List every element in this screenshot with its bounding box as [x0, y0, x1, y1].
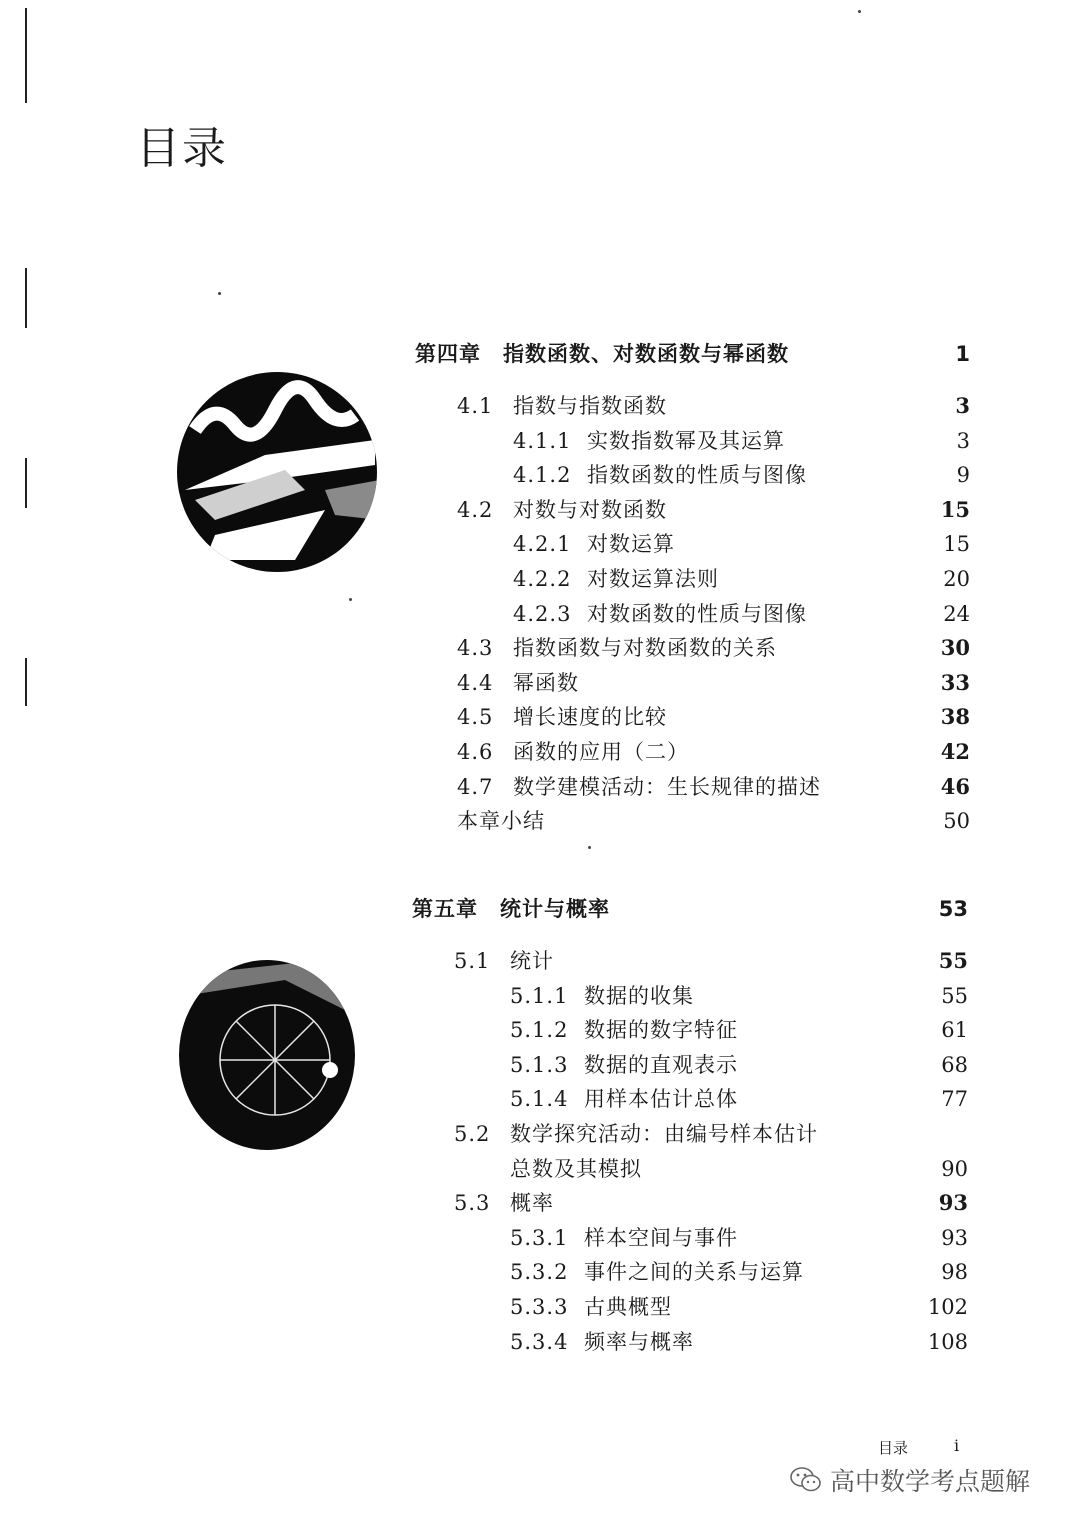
toc-section[interactable] [415, 735, 970, 769]
watermark-text: 高中数学考点题解 [830, 1467, 1031, 1496]
entry-title: 本章小结 [457, 809, 545, 834]
entry-page: 15 [940, 496, 970, 522]
toc-section[interactable] [415, 389, 970, 423]
chapter-number: 第四章 [415, 342, 481, 366]
entry-number: 5.2 [454, 1122, 491, 1146]
scan-speck [349, 598, 352, 601]
entry-title: 数学探究活动：由编号样本估计 [510, 1122, 818, 1146]
entry-number: 4.2 [457, 497, 494, 522]
scan-speck [858, 10, 861, 13]
entry-title: 函数的应用（二） [513, 740, 689, 764]
entry-number: 5.3.1 [510, 1225, 569, 1250]
entry-title: 对数运算 [587, 532, 675, 557]
entry-page: 46 [940, 773, 970, 799]
toc-subsection[interactable] [412, 1013, 968, 1047]
entry-page: 3 [955, 393, 970, 418]
entry-number: 4.2.1 [513, 532, 572, 557]
toc-subsection[interactable] [415, 562, 970, 596]
scan-edge-mark [25, 8, 27, 103]
toc-section[interactable] [415, 770, 970, 804]
entry-title: 总数及其模拟 [510, 1156, 642, 1181]
entry-page: 30 [940, 635, 970, 661]
entry-page: 42 [940, 739, 970, 764]
toc-section[interactable] [412, 1117, 968, 1151]
entry-page: 98 [941, 1260, 968, 1285]
entry-title: 指数与指数函数 [513, 394, 667, 418]
page-title: 目录 [136, 123, 228, 174]
scan-edge-mark [25, 458, 27, 508]
entry-page: 20 [943, 567, 970, 591]
entry-number: 5.1.1 [510, 983, 569, 1008]
entry-page: 102 [927, 1295, 968, 1319]
toc-subsection[interactable] [415, 527, 970, 561]
toc-subsection[interactable] [412, 1048, 968, 1082]
entry-page: 33 [940, 669, 970, 695]
toc-subsection[interactable] [412, 1221, 968, 1255]
entry-page: 3 [956, 428, 970, 453]
entry-page: 55 [938, 948, 968, 973]
toc-subsection[interactable] [415, 424, 970, 458]
entry-number: 4.2.2 [513, 567, 572, 591]
scan-speck [588, 846, 591, 849]
entry-page: 90 [941, 1156, 968, 1181]
entry-title: 对数函数的性质与图像 [587, 601, 807, 626]
entry-title: 指数函数的性质与图像 [587, 463, 807, 488]
entry-page: 108 [927, 1329, 968, 1354]
toc-section[interactable] [412, 944, 968, 978]
entry-number: 4.2.3 [513, 601, 572, 626]
entry-page: 61 [941, 1018, 968, 1043]
footer-page-number: i [954, 1436, 960, 1455]
entry-page: 15 [943, 532, 970, 557]
entry-number: 5.3.3 [510, 1295, 569, 1319]
entry-number: 4.1 [457, 394, 494, 418]
entry-number: 4.1.1 [513, 428, 572, 453]
chapter-number: 第五章 [412, 897, 478, 921]
toc-subsection[interactable] [415, 597, 970, 631]
entry-number: 4.6 [457, 740, 494, 764]
chapter-heading[interactable] [412, 892, 968, 926]
chapter-5-image [175, 955, 365, 1155]
chapter-title: 统计与概率 [500, 897, 610, 921]
entry-title: 数据的直观表示 [584, 1052, 738, 1077]
entry-page: 50 [943, 809, 970, 834]
entry-number: 4.3 [457, 636, 494, 661]
toc-entry[interactable] [415, 804, 970, 838]
toc-section[interactable] [415, 666, 970, 700]
entry-title: 数学建模活动：生长规律的描述 [513, 774, 821, 799]
toc-subsection[interactable] [412, 1290, 968, 1324]
entry-number: 5.1 [454, 949, 491, 973]
chapter-title: 指数函数、对数函数与幂函数 [503, 342, 789, 366]
entry-number: 5.1.2 [510, 1018, 569, 1043]
entry-page: 38 [940, 704, 970, 730]
entry-page: 93 [941, 1225, 968, 1250]
entry-number: 5.1.3 [510, 1052, 569, 1077]
scan-speck [218, 292, 221, 295]
entry-number: 4.1.2 [513, 463, 572, 488]
entry-page: 55 [941, 983, 968, 1008]
watermark [790, 1462, 1030, 1498]
toc-entry[interactable] [412, 1152, 968, 1186]
scan-edge-mark [25, 658, 27, 706]
entry-number: 4.5 [457, 705, 494, 730]
entry-title: 古典概型 [584, 1295, 672, 1319]
entry-page: 93 [938, 1190, 968, 1216]
toc-section[interactable] [415, 700, 970, 734]
entry-title: 样本空间与事件 [584, 1225, 738, 1250]
entry-page: 68 [941, 1052, 968, 1077]
entry-title: 用样本估计总体 [584, 1087, 738, 1112]
scan-edge-mark [25, 268, 27, 328]
toc-subsection[interactable] [415, 458, 970, 492]
toc-subsection[interactable] [412, 1082, 968, 1116]
footer-label: 目录 [878, 1439, 909, 1457]
chapter-page: 1 [955, 342, 970, 366]
entry-title: 实数指数幂及其运算 [587, 428, 785, 453]
entry-title: 事件之间的关系与运算 [584, 1260, 804, 1285]
chapter-page: 53 [938, 897, 968, 921]
entry-number: 4.4 [457, 670, 494, 695]
entry-number: 5.3.2 [510, 1260, 569, 1285]
entry-title: 幂函数 [513, 670, 579, 695]
entry-number: 5.3.4 [510, 1329, 569, 1354]
entry-page: 24 [943, 601, 970, 626]
entry-title: 频率与概率 [584, 1329, 694, 1354]
entry-number: 5.1.4 [510, 1087, 569, 1112]
wechat-icon [790, 1466, 822, 1494]
toc-section[interactable] [415, 493, 970, 527]
entry-title: 指数函数与对数函数的关系 [513, 636, 777, 661]
chapter-heading[interactable] [415, 337, 970, 371]
entry-page: 77 [941, 1087, 968, 1112]
entry-title: 数据的数字特征 [584, 1018, 738, 1043]
entry-title: 统计 [510, 949, 554, 973]
entry-title: 对数与对数函数 [513, 497, 667, 522]
entry-title: 对数运算法则 [587, 567, 719, 591]
toc-subsection[interactable] [412, 1325, 968, 1359]
entry-number: 4.7 [457, 774, 494, 799]
toc-section[interactable] [412, 1186, 968, 1220]
entry-title: 增长速度的比较 [513, 705, 667, 730]
entry-number: 5.3 [454, 1191, 491, 1216]
chapter-4-image [175, 370, 380, 575]
toc-subsection[interactable] [412, 1255, 968, 1289]
entry-title: 数据的收集 [584, 983, 694, 1008]
toc-subsection[interactable] [412, 979, 968, 1013]
entry-title: 概率 [510, 1191, 554, 1216]
toc-section[interactable] [415, 631, 970, 665]
entry-page: 9 [956, 463, 970, 488]
